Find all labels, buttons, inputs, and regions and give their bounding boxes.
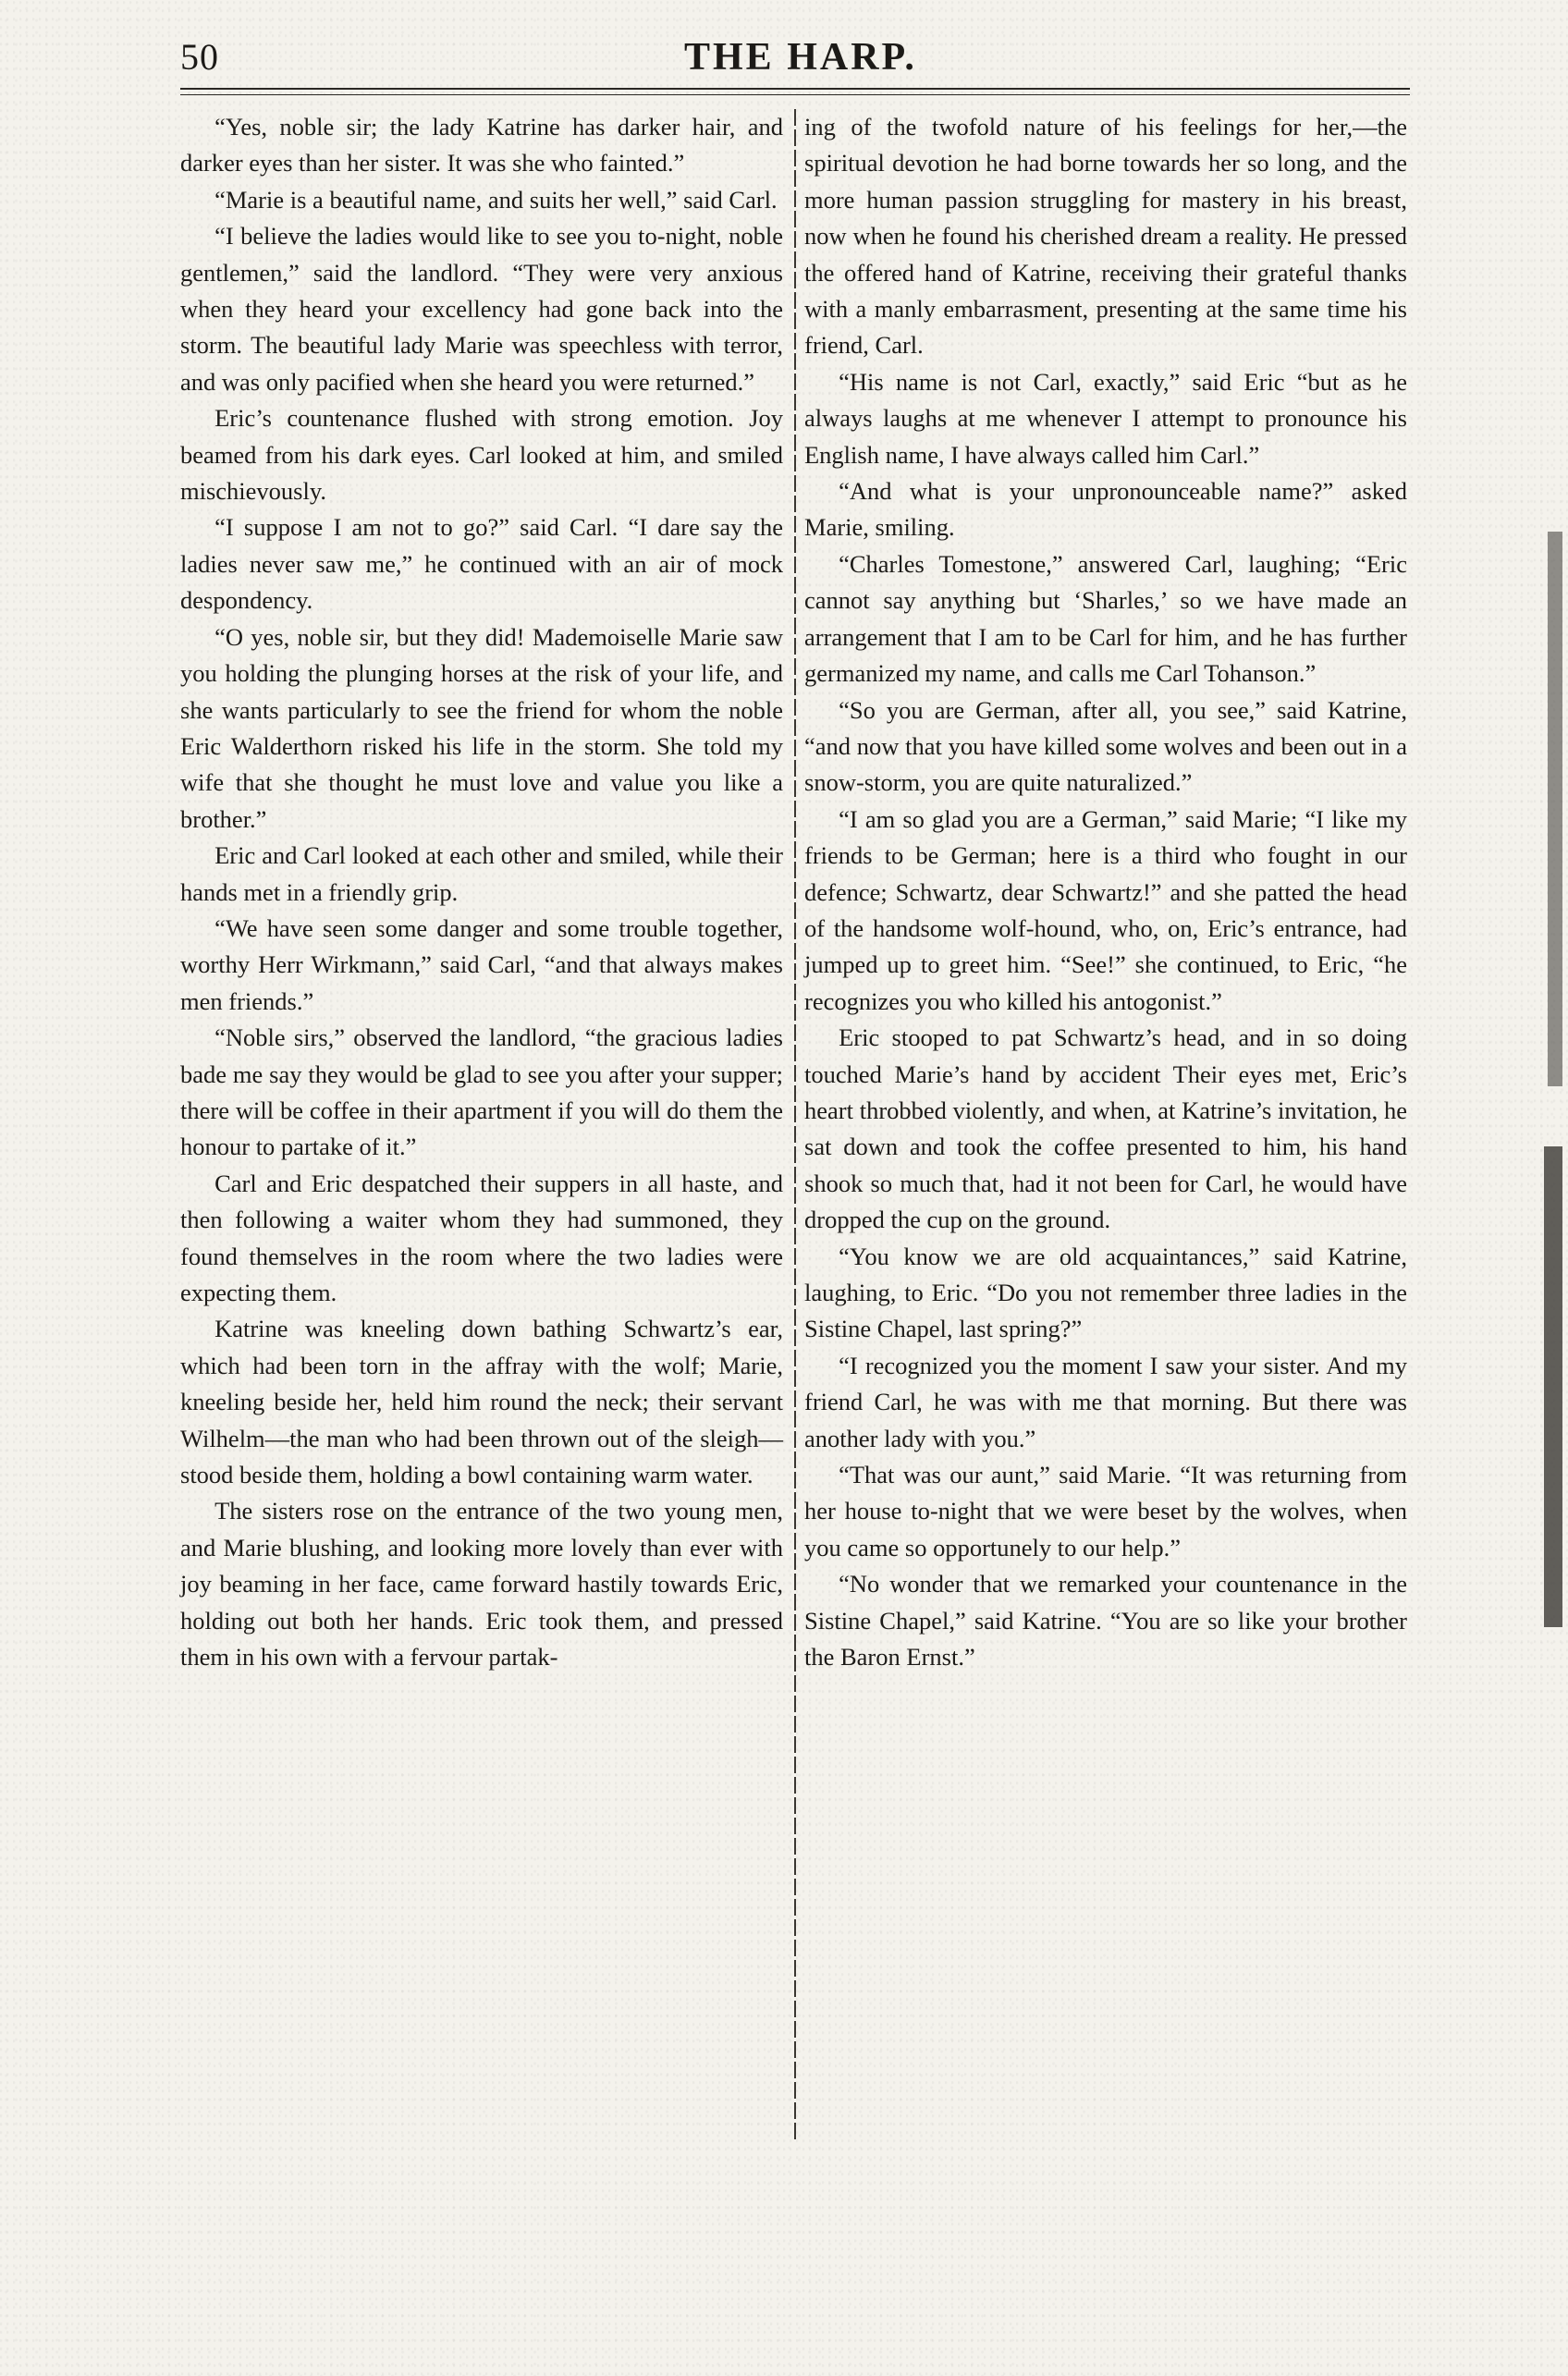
paragraph: “You know we are old acquaintances,” said Katrine, laughing, to Eric. “Do you not remember three ladies in the Sistine Chapel, last spring?” — [804, 1242, 1407, 1343]
scan-edge-mark — [1544, 1146, 1562, 1627]
paragraph: ing of the twofold nature of his feelings for her,—the spiritual devotion he had borne towards her so long, and the more human passion struggling for mastery in his breast, now when he found his cherished dream a reality. He pressed the offered hand of Katrine, receiving their grateful thanks with a manly embarrasment, presenting at the same time his friend, Carl. — [804, 113, 1407, 360]
paragraph: “His name is not Carl, exactly,” said Eric “but as he always laughs at me whenever I attempt to pronounce his English name, I have always called him Carl.” — [804, 367, 1407, 469]
running-title: THE HARP. — [684, 36, 917, 79]
paragraph: Katrine was kneeling down bathing Schwartz’s ear, which had been torn in the affray with the wolf; Marie, kneeling beside her, held him round the neck; their servant Wilhelm—the man who had been thrown out of the sleigh—stood beside them, holding a bowl containing warm water. — [180, 1315, 783, 1489]
right-column — [804, 109, 1407, 1675]
paragraph: “And what is your unpronounceable name?” asked Marie, smiling. — [804, 477, 1407, 542]
paragraph: “Charles Tomestone,” answered Carl, laughing; “Eric cannot say anything but ‘Sharles,’ so we have made an arrangement that I am to be Carl for him, and he has further germanized my name, and calls me Carl Tohanson.” — [804, 549, 1407, 688]
paragraph: “I am so glad you are a German,” said Marie; “I like my friends to be German; here is a third who fought in our defence; Schwartz, dear Schwartz!” and she patted the head of the handsome wolf-hound, who, on, Eric’s entrance, had jumped up to greet him. “See!” she continued, to Eric, “he recognizes you who killed his antogonist.” — [804, 804, 1407, 1015]
paragraph: “That was our aunt,” said Marie. “It was returning from her house to-night that we were beset by the wolves, when you came so opportunely to our help.” — [804, 1461, 1407, 1562]
paragraph: “O yes, noble sir, but they did! Mademoiselle Marie saw you holding the plunging horses at the risk of your life, and she wants particularly to see the friend for whom the noble Eric Walderthorn risked his life in the storm. She told my wife that she thought he must love and value you like a brother.” — [180, 622, 783, 833]
paragraph: Eric and Carl looked at each other and smiled, while their hands met in a friendly grip. — [180, 841, 783, 906]
paragraph: “I suppose I am not to go?” said Carl. “I dare say the ladies never saw me,” he continued with an air of mock despondency. — [180, 513, 783, 615]
paragraph: “I recognized you the moment I saw your sister. And my friend Carl, he was with me that morning. But there was another lady with you.” — [804, 1351, 1407, 1452]
paragraph: “I believe the ladies would like to see you to-night, noble gentlemen,” said the landlord. “They were very anxious when they heard your excellency had gone back into the storm. The beautiful lady Marie was speechless with terror, and was only pacified when she heard you were returned.” — [180, 222, 783, 396]
header-rule-thin — [180, 94, 1410, 95]
page-number: 50 — [180, 36, 219, 78]
paragraph: “We have seen some danger and some trouble together, worthy Herr Wirkmann,” said Carl, “and that always makes men friends.” — [180, 913, 783, 1015]
page-header — [180, 35, 1410, 87]
scan-edge-mark — [1548, 532, 1562, 1086]
paragraph: Eric’s countenance flushed with strong emotion. Joy beamed from his dark eyes. Carl looked at him, and smiled mischievously. — [180, 404, 783, 506]
left-column — [180, 109, 783, 1675]
paragraph: Carl and Eric despatched their suppers in all haste, and then following a waiter whom they had summoned, they found themselves in the room where the two ladies were expecting them. — [180, 1169, 783, 1306]
paragraph: “So you are German, after all, you see,” said Katrine, “and now that you have killed some wolves and been out in a snow-storm, you are quite naturalized.” — [804, 695, 1407, 797]
text-columns — [180, 109, 1410, 2162]
header-rule — [180, 88, 1410, 90]
paragraph: “Marie is a beautiful name, and suits her well,” said Carl. — [214, 185, 778, 214]
paragraph: The sisters rose on the entrance of the two young men, and Marie blushing, and looking more lovely than ever with joy beaming in her face, came forward hastily towards Eric, holding out both her hands. Eric took them, and pressed them in his own with a fervour partak- — [180, 1497, 783, 1672]
paragraph: “Noble sirs,” observed the landlord, “the gracious ladies bade me say they would be glad to see you after your supper; there will be coffee in their apartment if you will do them the honour to partake of it.” — [180, 1023, 783, 1161]
paragraph: “No wonder that we remarked your countenance in the Sistine Chapel,” said Katrine. “You are so like your brother the Baron Ernst.” — [804, 1570, 1407, 1672]
paragraph: “Yes, noble sir; the lady Katrine has darker hair, and darker eyes than her sister. It was she who fainted.” — [180, 113, 783, 178]
paragraph: Eric stooped to pat Schwartz’s head, and in so doing touched Marie’s hand by accident Their eyes met, Eric’s heart throbbed violently, and when, at Katrine’s invitation, he sat down and took the coffee presented to him, his hand shook so much that, had it not been for Carl, he would have dropped the cup on the ground. — [804, 1023, 1407, 1234]
column-divider — [794, 109, 796, 2143]
